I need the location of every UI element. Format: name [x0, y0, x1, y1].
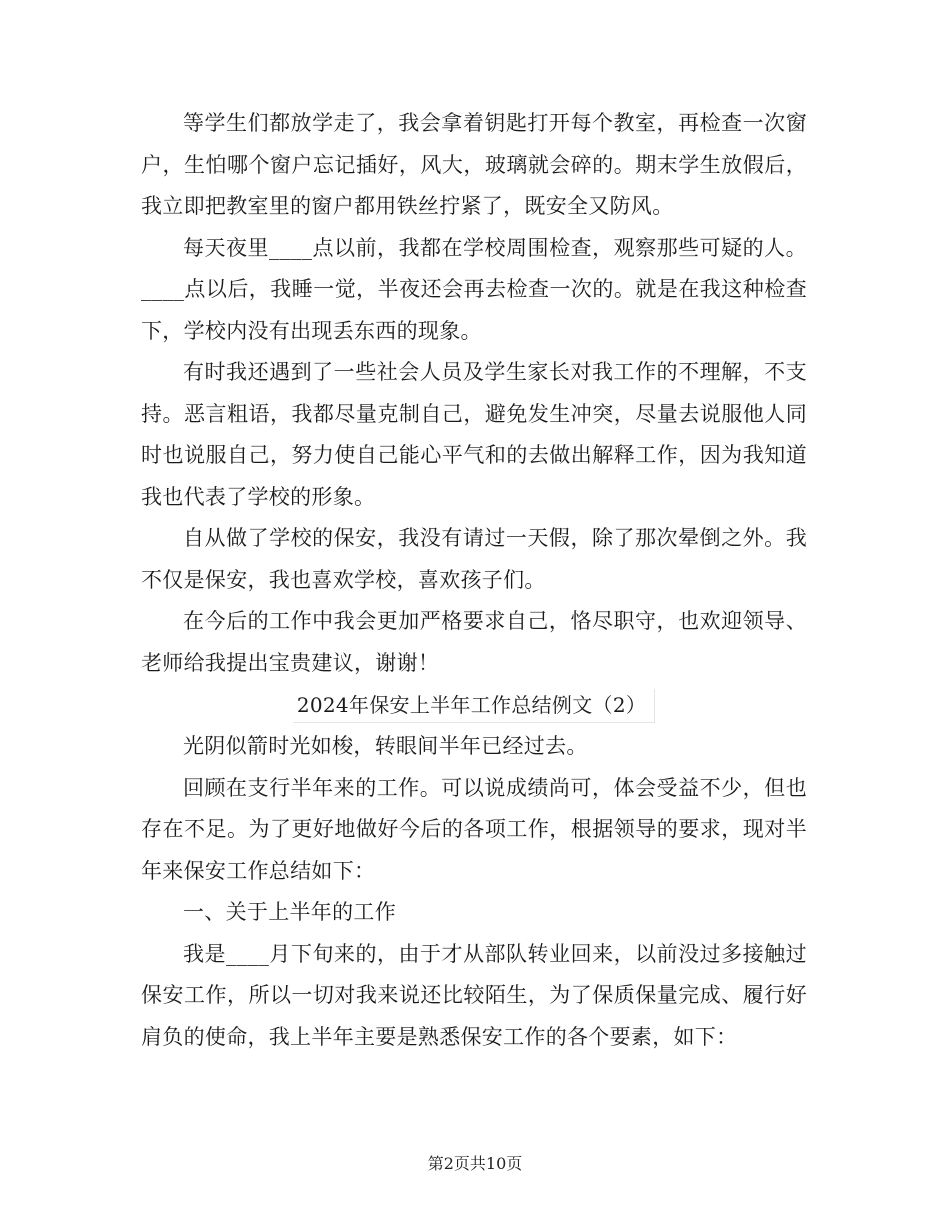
- paragraph: 我是____月下旬来的，由于才从部队转业回来，以前没过多接触过保安工作，所以一切对我来说还比较陌生，为了保质保量完成、履行好肩负的使命，我上半年主要是熟悉保安工作的各个要素，如下：: [141, 941, 807, 1049]
- page-number-footer: 第2页共10页: [427, 1154, 523, 1173]
- paragraph: 等学生们都放学走了，我会拿着钥匙打开每个教室，再检查一次窗户，生怕哪个窗户忘记插好，风大，玻璃就会碎的。期末学生放假后，我立即把教室里的窗户都用铁丝拧紧了，既安全又防风。: [141, 111, 807, 218]
- paragraph: 有时我还遇到了一些社会人员及学生家长对我工作的不理解，不支持。恶言粗语，我都尽量克制自己，避免发生冲突，尽量去说服他人同时也说服自己，努力使自己能心平气和的去做出解释工作，因为我知道我也代表了学校的形象。: [141, 360, 807, 509]
- document-body: [141, 103, 807, 1058]
- paragraph: 光阴似箭时光如梭，转眼间半年已经过去。: [183, 734, 588, 758]
- paragraph: 自从做了学校的保安，我没有请过一天假，除了那次晕倒之外。我不仅是保安，我也喜欢学校，喜欢孩子们。: [141, 526, 807, 592]
- paragraph: 每天夜里____点以前，我都在学校周围检查，观察那些可疑的人。____点以后，我睡一觉，半夜还会再去检查一次的。就是在我这种检查下，学校内没有出现丢东西的现象。: [141, 235, 807, 343]
- section-heading-row: [141, 684, 807, 726]
- paragraph: 在今后的工作中我会更加严格要求自己，恪尽职守，也欢迎领导、老师给我提出宝贵建议，谢谢！: [141, 609, 807, 675]
- section-title: 2024年保安上半年工作总结例文（2）: [293, 689, 655, 723]
- paragraph: 回顾在支行半年来的工作。可以说成绩尚可，体会受益不少，但也存在不足。为了更好地做好今后的各项工作，根据领导的要求，现对半年来保安工作总结如下：: [141, 775, 807, 883]
- subheading: 一、关于上半年的工作: [183, 900, 396, 924]
